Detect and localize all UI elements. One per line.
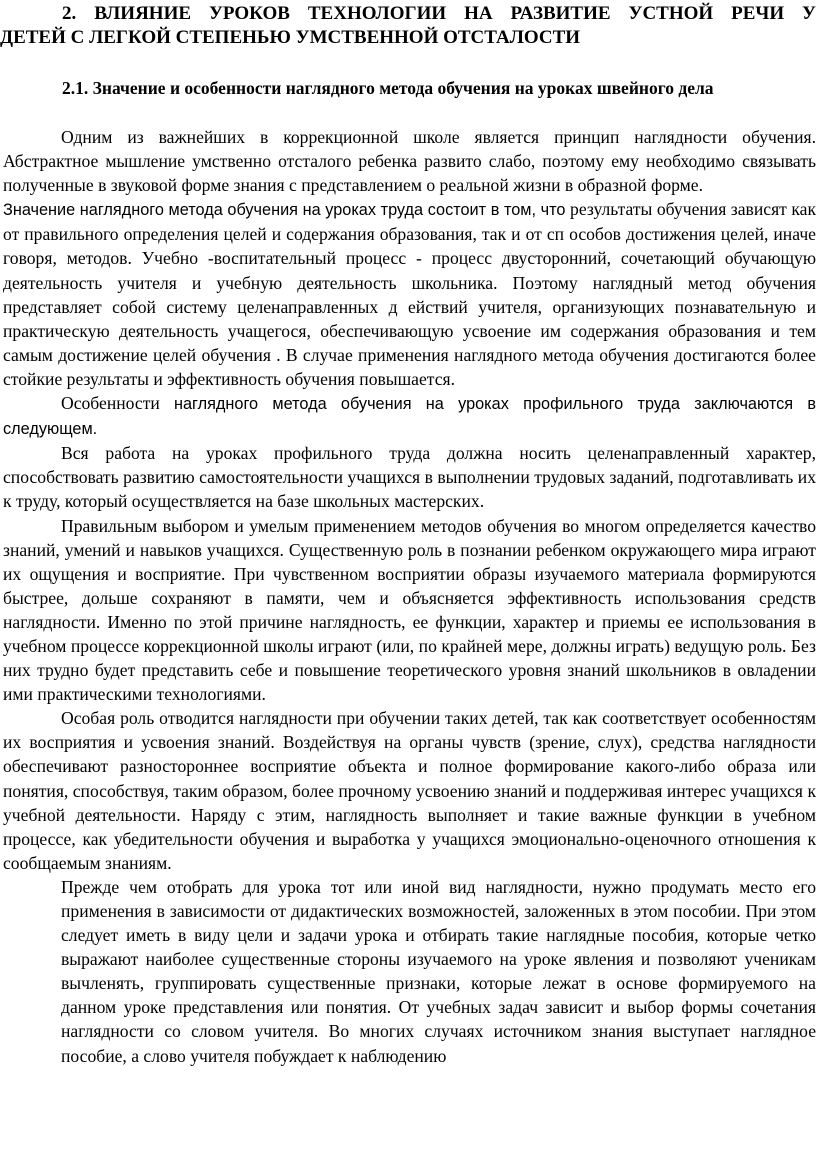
paragraph-2 [3,197,816,391]
document-body [3,125,816,1068]
paragraph-2-rest: результаты обучения зависят как от правильного определения целей и содержания образования, так и от сп особов достижения целей, иначе говоря, методов. Учебно -воспитательный процесс - процесс двусторонний, сочетающий обучающую деятельность учителя и учебную деятельность школьника. Поэтому наглядный метод обучения представляет собой систему целенаправленных д ействий учителя, организующих познавательную и практическую деятельность учащегося, обеспечивающую усвоение им содержания образования и тем самым достижение целей обучения . В случае применения наглядного метода обучения достигаются более стойкие результаты и эффективность обучения повышается. [3,199,816,389]
paragraph-2-lead: Значение наглядного метода обучения на уроках труда состоит в том, что [3,201,571,220]
paragraph-1: Одним из важнейших в коррекционной школе является принцип наглядности обучения. Абстрактное мышление умственно отсталого ребенка развито слабо, поэтому ему необходимо связывать полученные в звуковой форме знания с представлением о реальной жизни в образной форме. [3,127,816,196]
paragraph-6: Особая роль отводится наглядности при обучении таких детей, так как соответствует особенностям их восприятия и усвоения знаний. Воздействуя на органы чувств (зрение, слух), средства наглядности обеспечивают разностороннее восприятие объекта и полное формирование какого-либо образа или понятия, способствуя, таким образом, более прочному усвоению знаний и поддерживая интерес учащихся к учебной деятельности. Наряду с этим, наглядность выполняет и такие важные функции в учебном процессе, как убедительности обучения и выработка у учащихся эмоционально-оценочного отношения к сообщаемым знаниям. [3,708,816,873]
paragraph-3-lead: Особенности [61,393,174,414]
paragraph-3 [3,391,816,441]
chapter-heading-line-2: ДЕТЕЙ С ЛЕГКОЙ СТЕПЕНЬЮ УМСТВЕННОЙ ОТСТАЛОСТИ [0,27,581,48]
chapter-heading [0,2,816,50]
paragraph-5: Правильным выбором и умелым применением методов обучения во многом определяется качество знаний, умений и навыков учащихся. Существенную роль в познании ребенком окружающего мира играют их ощущения и восприятие. При чувственном восприятии образы изучаемого материала формируются быстрее, дольше сохраняют в памяти, чем и объясняется эффективность использования средств наглядности. Именно по этой причине наглядность, ее функции, характер и приемы ее использования в учебном процессе коррекционной школы играют (или, по крайней мере, должны играть) ведущую роль. Без них трудно будет представить себе и повышение теоретического уровня знаний школьников в овладении ими практическими технологиями. [3,515,816,705]
paragraph-3-rest: наглядного метода обучения на уроках профильного труда заключаются в следующем. [3,395,816,439]
paragraph-4: Вся работа на уроках профильного труда должна носить целенаправленный характер, способствовать развитию самостоятельности учащихся в выполнении трудовых заданий, подготавливать их к труду, который осуществляется на базе школьных мастерских. [3,443,816,512]
chapter-heading-line-1: 2. ВЛИЯНИЕ УРОКОВ ТЕХНОЛОГИИ НА РАЗВИТИЕ УСТНОЙ РЕЧИ У [62,3,816,24]
paragraph-7: Прежде чем отобрать для урока тот или иной вид наглядности, нужно продумать место его применения в зависимости от дидактических возможностей, заложенных в этом пособии. При этом следует иметь в виду цели и задачи урока и отбирать такие наглядные пособия, которые четко выражают наиболее существенные стороны изучаемого на уроке явления и позволяют ученикам вычленять, группировать существенные признаки, которые лежат в основе формируемого на данном уроке представления или понятия. От учебных задач зависит и выбор формы сочетания наглядности со словом учителя. Во многих случаях источником знания выступает наглядное пособие, а слово учителя побуждает к наблюдению [61,876,816,1066]
section-heading: 2.1. Значение и особенности наглядного метода обучения на уроках швейного дела [62,78,714,98]
